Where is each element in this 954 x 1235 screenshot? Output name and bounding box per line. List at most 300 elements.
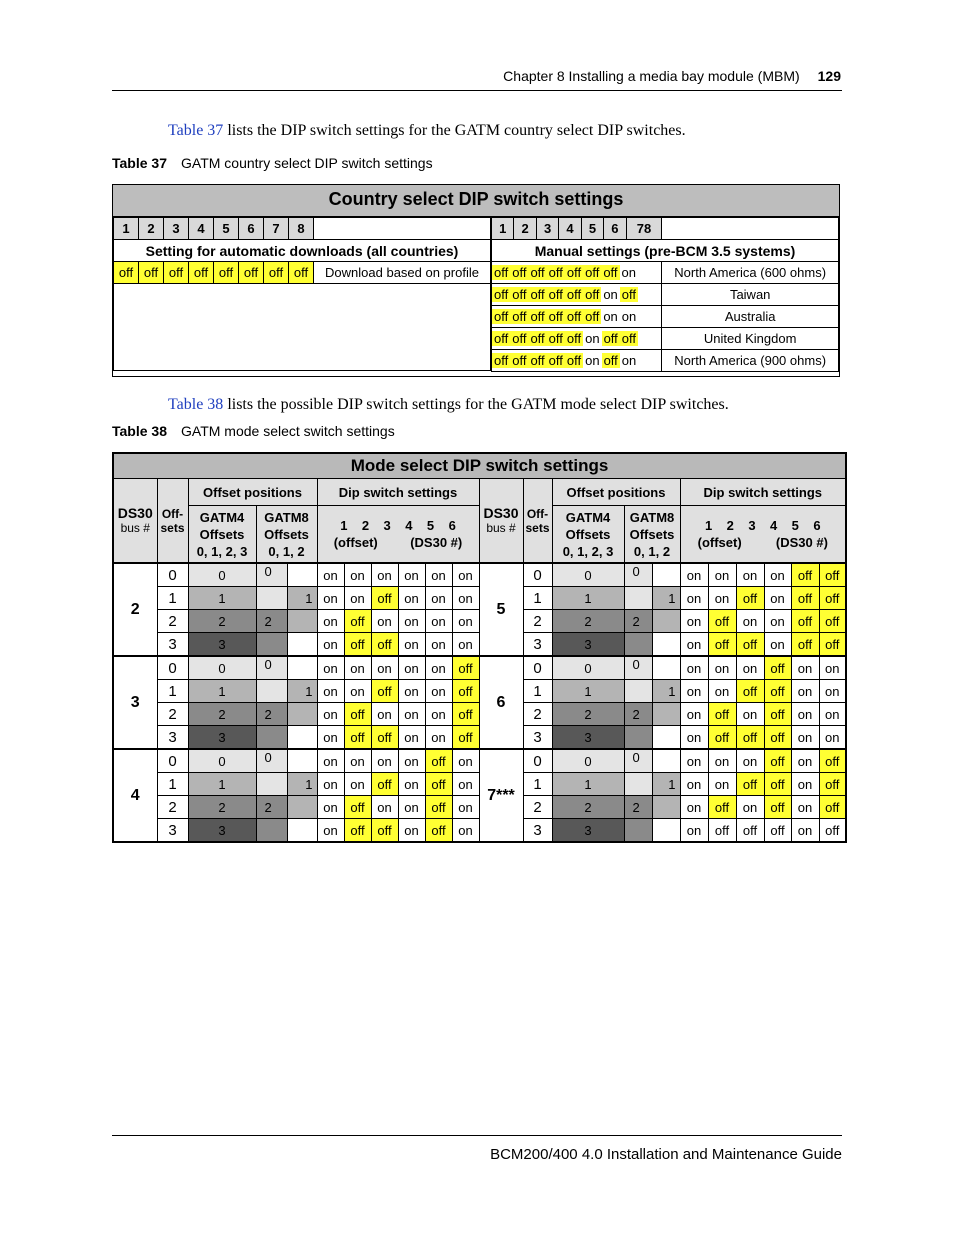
switch-value: off [548,265,563,280]
gatm4-offset: 0 [552,656,624,680]
gatm4-offset: 0 [188,656,256,680]
intro-paragraph-38 [168,396,729,414]
switch-value: on [621,353,637,368]
gatm8-fill [652,796,680,819]
gatm8-fill [624,587,652,610]
offset-index: 0 [157,656,188,680]
gatm8-blank [652,563,680,587]
gatm8-fill [624,773,652,796]
gatm8-offset: 1 [287,680,317,703]
dip-value: off [344,726,371,750]
table37-caption [112,155,433,171]
dip-value: off [425,773,452,796]
dip-numbers: 1 2 3 4 5 6 [340,518,456,533]
dip-value: off [371,819,398,843]
switch-number: 1 [492,218,514,240]
switch-value: off [139,262,164,284]
dip-value: off [708,610,736,633]
offset-index: 0 [523,563,552,587]
dip-value: on [680,819,708,843]
dip-value: on [317,610,344,633]
switch-number: 5 [581,218,603,240]
ds30-text: DS30 [483,504,519,521]
dip-value: on [344,563,371,587]
gatm8-fill [624,726,652,750]
setting-label: Download based on profile [314,262,491,284]
switch-value: off [548,309,563,324]
switch-value: on [585,331,600,346]
off-text: Off- [526,506,549,521]
switch-value: off [494,309,509,324]
dip-value: on [398,633,425,657]
country-label: Taiwan [662,284,839,306]
gatm8-text: GATM8 [629,509,675,525]
switch-number: 6 [239,218,264,240]
switch-value: off [621,331,636,346]
dip-value: off [791,610,819,633]
gatm8-blank [652,633,680,657]
dip-value: on [791,726,819,750]
offset-index: 3 [523,726,552,750]
switch-value: on [585,353,600,368]
dip-value: on [708,749,736,773]
gatm4-offset: 2 [188,796,256,819]
switch-value: off [530,309,545,324]
chapter-title: Chapter 8 Installing a media bay module (MBM) [503,68,800,84]
switch-number: 2 [139,218,164,240]
dip-value: on [819,680,846,703]
gatm8-range: 0, 1, 2 [268,543,305,559]
dip-numbers-header [680,506,846,564]
dip-value: off [371,773,398,796]
dip-value: on [317,563,344,587]
gatm4-offset: 3 [188,726,256,750]
dip-value: off [452,726,479,750]
dip-value: on [425,680,452,703]
offsets-header [523,479,552,564]
dip-value: on [452,633,479,657]
offset-index: 3 [157,726,188,750]
dip-value: off [819,819,846,843]
mode-select-table [112,452,847,843]
switch-value: off [566,331,582,346]
dip-value: off [708,819,736,843]
switch-value: on [621,309,637,324]
switch-value: off [548,331,563,346]
switch-value: off [512,287,527,302]
dip-value: on [764,610,791,633]
switch-value: off [214,262,239,284]
switch-number: 6 [604,218,626,240]
dip-value: off [791,563,819,587]
dip-value: on [680,610,708,633]
gatm8-offset: 2 [624,703,652,726]
dip-value: on [791,819,819,843]
switch-value: off [264,262,289,284]
gatm8-offset: 2 [256,796,287,819]
gatm4-offset: 2 [552,610,624,633]
dip-value: on [425,610,452,633]
switch-group [492,350,662,372]
switch-number: 3 [536,218,558,240]
dip-value: on [452,773,479,796]
dip-value: off [819,563,846,587]
dip-value: on [680,749,708,773]
dip-value: on [736,796,764,819]
country-label: North America (900 ohms) [662,350,839,372]
dip-value: off [764,796,791,819]
caption38-text: GATM mode select switch settings [181,423,395,439]
dip-value: on [680,703,708,726]
offset-index: 0 [157,749,188,773]
dip-value: off [819,773,846,796]
dip-value: on [680,587,708,610]
dip-value: off [736,587,764,610]
offset-index: 2 [523,703,552,726]
switch-value: off [512,353,527,368]
switch-value: on [603,287,618,302]
dip-value: on [736,703,764,726]
dip-value: on [344,587,371,610]
switch-value: off [512,265,527,280]
offset-index: 3 [157,633,188,657]
header-rule [112,90,842,91]
table-row [492,306,839,328]
gatm8-header [624,506,680,564]
country-label: Australia [662,306,839,328]
switch-number: 2 [514,218,536,240]
dip-value: on [791,703,819,726]
gatm4-text: GATM4 [199,509,245,525]
dip-settings-header: Dip switch settings [317,479,479,506]
country-select-table [112,184,840,377]
dip-value: off [344,703,371,726]
table38-title: Mode select DIP switch settings [113,453,846,479]
table38-link[interactable]: Table 38 [168,396,224,413]
dip-value: off [708,633,736,657]
switch-number: 4 [559,218,581,240]
dip-value: on [425,587,452,610]
table37-link[interactable]: Table 37 [168,122,224,139]
dip-value: on [317,633,344,657]
ds30-text: DS30 [117,504,153,521]
gatm8-blank [652,819,680,843]
gatm8-blank [652,749,680,773]
switch-number: 78 [626,218,662,240]
offset-index: 3 [523,633,552,657]
dip-sub-labels [318,534,479,551]
dip-value: on [425,703,452,726]
offset-index: 1 [157,773,188,796]
gatm8-fill [652,703,680,726]
offset-index: 2 [523,796,552,819]
table-row [492,262,839,284]
dip-value: on [452,749,479,773]
dip-value: off [764,680,791,703]
dip-value: on [398,749,425,773]
dip-value: off [736,773,764,796]
dip-value: off [736,819,764,843]
bus-text: bus # [486,520,516,535]
switch-value: off [164,262,189,284]
dip-value: off [791,587,819,610]
gatm8-fill [287,703,317,726]
dip-value: on [371,703,398,726]
dip-value: on [425,563,452,587]
dip-value: on [398,587,425,610]
gatm8-blank [287,726,317,750]
switch-value: off [530,265,545,280]
switch-value: off [585,287,600,302]
dip-value: off [344,819,371,843]
gatm8-fill [624,633,652,657]
dip-value: on [317,703,344,726]
ds30-bus-number: 6 [479,656,523,749]
offset-index: 0 [523,749,552,773]
dip-value: off [764,773,791,796]
dip-value: off [736,633,764,657]
dip-value: off [819,633,846,657]
ds30-bus-number: 7*** [479,749,523,842]
ds30-bus-number: 3 [113,656,157,749]
offset-positions-header: Offset positions [188,479,317,506]
offset-index: 0 [157,563,188,587]
gatm8-fill [256,633,287,657]
gatm8-fill [287,610,317,633]
offsets-text: Offsets [199,526,245,542]
gatm4-offset: 1 [188,587,256,610]
automatic-settings-block [113,217,491,371]
dip-value: on [708,563,736,587]
gatm8-range: 0, 1, 2 [633,543,671,559]
dip-value: on [791,796,819,819]
offset-index: 2 [523,610,552,633]
gatm4-offset: 2 [188,703,256,726]
table-row [114,262,491,284]
gatm4-range: 0, 1, 2, 3 [196,543,248,559]
blank-cell [314,218,491,240]
dip-value: off [819,749,846,773]
switch-value: off [548,287,563,302]
ds30-bus-number: 2 [113,563,157,656]
gatm8-offset: 0 [256,749,287,773]
dip-value: off [764,656,791,680]
gatm8-blank [652,726,680,750]
gatm4-offset: 2 [188,610,256,633]
dip-value: on [708,680,736,703]
gatm8-offset: 0 [256,563,287,587]
dip-value: on [371,656,398,680]
intro38-text: lists the possible DIP switch settings for the GATM mode select DIP switches. [223,396,729,413]
dip-value: on [317,773,344,796]
dip-value: on [680,773,708,796]
dip-value: off [425,796,452,819]
gatm8-blank [652,656,680,680]
switch-number: 4 [189,218,214,240]
switch-value: off [548,353,563,368]
table37-title: Country select DIP switch settings [113,185,839,217]
dip-settings-header: Dip switch settings [680,479,846,506]
dip-value: on [736,656,764,680]
dip-value: on [317,587,344,610]
dip-value: on [819,703,846,726]
gatm8-blank [287,749,317,773]
dip-value: on [371,749,398,773]
ds30-bus-header [113,479,157,564]
gatm8-offset: 0 [256,656,287,680]
gatm8-fill [256,587,287,610]
offset-index: 0 [523,656,552,680]
dip-value: off [371,587,398,610]
offset-index: 3 [157,819,188,843]
table-row [492,328,839,350]
dip-value: on [819,726,846,750]
dip-value: on [452,563,479,587]
gatm4-offset: 3 [188,819,256,843]
gatm4-range: 0, 1, 2, 3 [562,543,614,559]
manual-heading: Manual settings (pre-BCM 3.5 systems) [492,240,839,262]
dip-value: off [371,726,398,750]
switch-value: off [585,309,600,324]
dip-value: off [764,749,791,773]
dip-value: on [398,703,425,726]
gatm8-fill [256,726,287,750]
dip-value: off [344,796,371,819]
gatm4-offset: 1 [188,773,256,796]
offset-index: 1 [157,587,188,610]
ds30-bus-header [479,479,523,564]
gatm8-fill [624,819,652,843]
gatm8-blank [287,563,317,587]
dip-value: off [819,587,846,610]
dip-value: on [680,680,708,703]
blank-cell [662,218,839,240]
switch-value: off [239,262,264,284]
ds30-num-label: (DS30 #) [410,535,463,550]
dip-value: on [680,796,708,819]
switch-value: off [603,265,618,280]
gatm8-fill [624,680,652,703]
gatm8-header [256,506,317,564]
sets-text: sets [160,520,185,535]
offset-index: 1 [157,680,188,703]
switch-group [492,306,662,328]
dip-value: on [764,587,791,610]
gatm8-fill [652,610,680,633]
dip-value: on [791,680,819,703]
dip-sub-labels [681,534,846,551]
gatm8-offset: 2 [624,610,652,633]
table-row [492,350,839,372]
switch-value: off [512,331,527,346]
dip-value: off [764,703,791,726]
dip-value: off [708,703,736,726]
offset-index: 2 [157,610,188,633]
gatm4-header [188,506,256,564]
page-number: 129 [817,68,841,84]
table-row [492,284,839,306]
dip-value: off [344,610,371,633]
dip-value: on [736,563,764,587]
offset-index: 3 [523,819,552,843]
gatm4-offset: 3 [552,726,624,750]
ds30-bus-number: 5 [479,563,523,656]
switch-number: 7 [264,218,289,240]
gatm4-offset: 0 [552,749,624,773]
gatm4-offset: 1 [552,680,624,703]
dip-value: on [398,819,425,843]
offsets-text: Offsets [565,526,611,542]
gatm4-header [552,506,624,564]
dip-value: on [317,819,344,843]
country-label: United Kingdom [662,328,839,350]
gatm4-offset: 3 [552,633,624,657]
gatm4-offset: 2 [552,703,624,726]
dip-value: on [708,587,736,610]
switch-number: 1 [114,218,139,240]
dip-value: on [371,796,398,819]
offset-label: (offset) [697,535,742,550]
dip-value: on [819,656,846,680]
blank-area [114,284,491,371]
gatm4-offset: 3 [188,633,256,657]
switch-value: off [530,287,545,302]
switch-value: on [603,309,618,324]
footer-rule [112,1135,842,1136]
dip-value: on [452,796,479,819]
switch-value: off [494,353,509,368]
dip-value: off [764,819,791,843]
gatm4-offset: 1 [188,680,256,703]
switch-value: off [566,287,582,302]
gatm8-blank [287,633,317,657]
switch-value: off [530,331,545,346]
dip-value: off [425,749,452,773]
dip-value: on [317,796,344,819]
ds30-num-label: (DS30 #) [775,535,828,550]
dip-value: off [736,726,764,750]
dip-value: on [736,610,764,633]
switch-value: off [530,353,545,368]
gatm8-fill [256,819,287,843]
switch-number: 3 [164,218,189,240]
dip-value: on [317,656,344,680]
switch-value: off [566,353,582,368]
manual-settings-block [491,217,839,372]
switch-group [492,284,662,306]
dip-value: on [398,726,425,750]
dip-value: on [452,610,479,633]
dip-value: on [708,656,736,680]
switch-value: off [494,287,509,302]
dip-value: off [452,680,479,703]
offset-positions-header: Offset positions [552,479,680,506]
gatm8-offset: 0 [624,563,652,587]
switch-number: 8 [289,218,314,240]
dip-value: on [791,656,819,680]
table-row [113,563,846,587]
gatm4-offset: 0 [188,563,256,587]
dip-value: on [452,819,479,843]
caption38-label: Table 38 [112,423,167,439]
caption37-label: Table 37 [112,155,167,171]
switch-value: off [585,265,600,280]
dip-value: on [371,563,398,587]
gatm4-text: GATM4 [565,509,611,525]
dip-value: off [452,656,479,680]
offsets-text: Offsets [629,526,675,542]
switch-value: off [566,309,582,324]
